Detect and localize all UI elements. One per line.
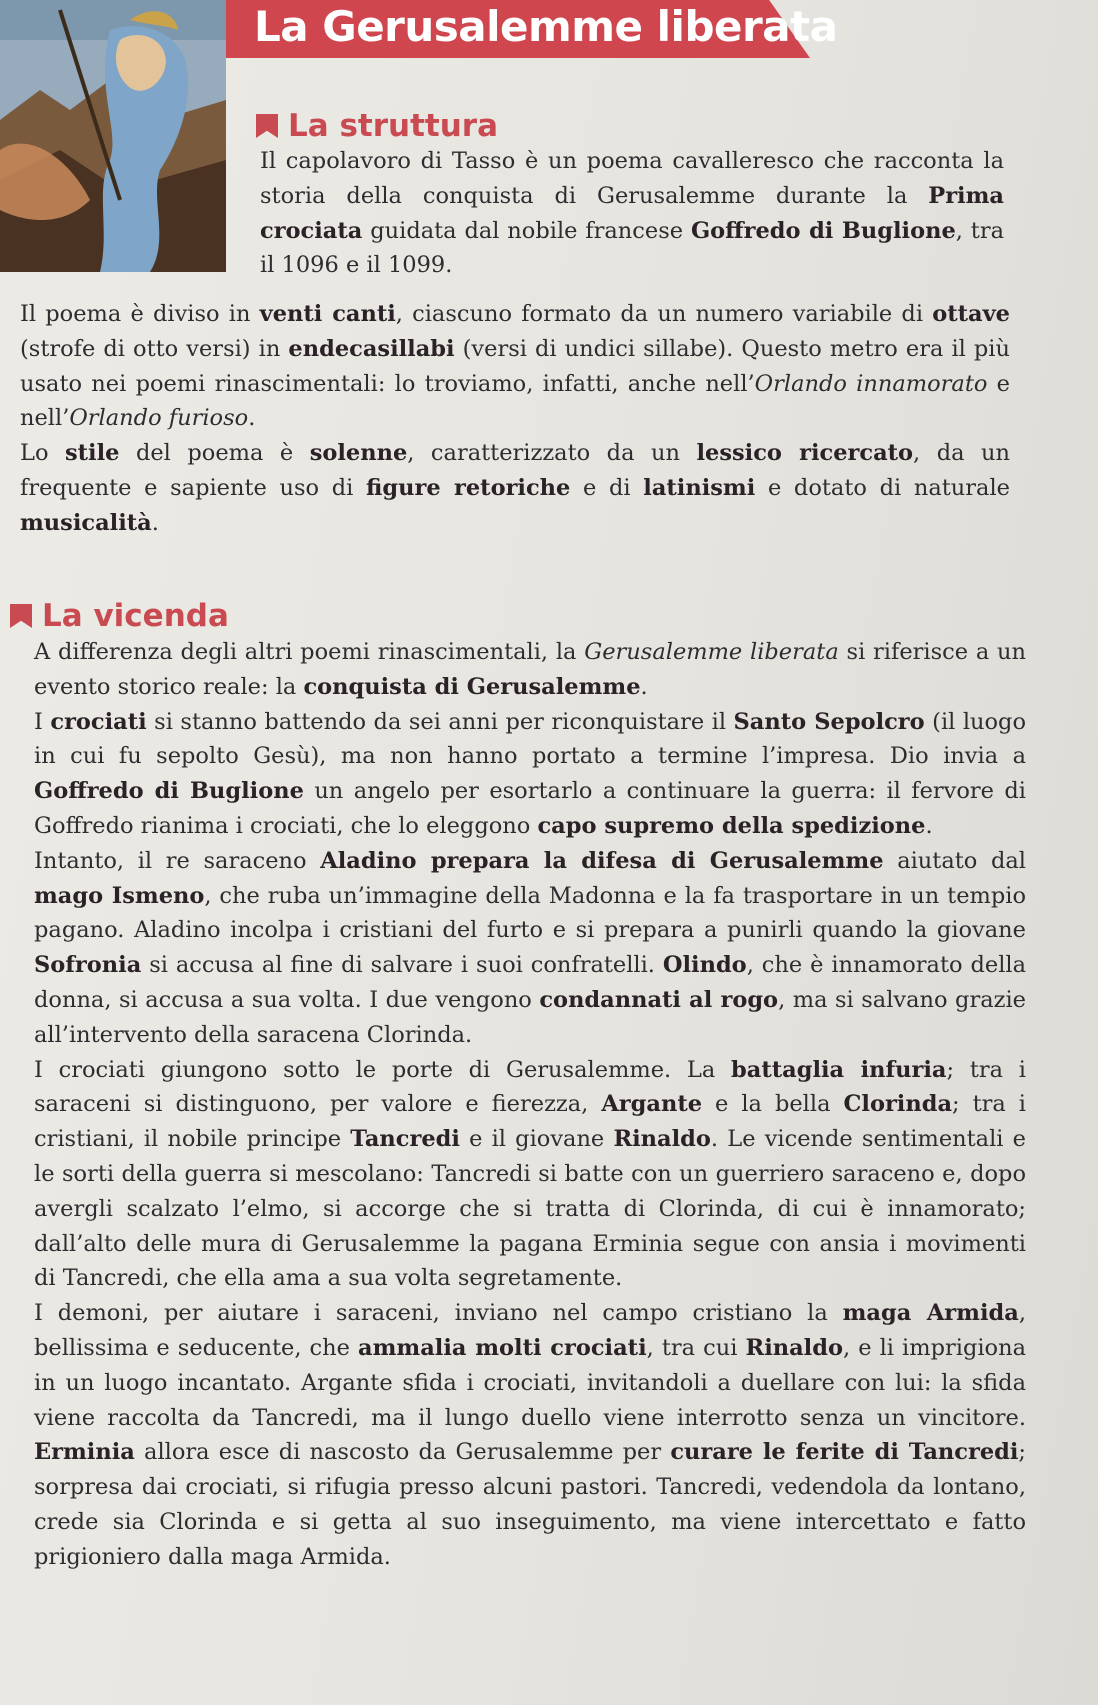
text-run: e il giovane: [459, 1126, 614, 1153]
text-run: , ciascuno formato da un numero variabile di: [395, 301, 933, 327]
text-run: (il luogo in cui fu sepolto Gesù), ma non hanno portato a termine l’impresa. Dio invia a: [34, 708, 1026, 770]
section-heading-struttura: [256, 108, 498, 144]
text-run: Il capolavoro di Tasso è un poema cavalleresco che racconta la storia della conquista di Gerusalemme durante la: [260, 148, 1004, 209]
bold-text-run: ottave: [932, 301, 1010, 327]
painting-icon: [0, 0, 226, 272]
text-run: , ma si salvano grazie all’intervento della saracena Clorinda.: [34, 986, 1026, 1048]
section-heading-label: La vicenda: [42, 598, 229, 634]
bold-text-run: curare le ferite di Tancredi: [670, 1439, 1019, 1466]
bold-text-run: Argante: [601, 1091, 703, 1118]
text-run: A differenza degli altri poemi rinascimentali, la: [34, 639, 585, 665]
text-run: si accusa al fine di salvare i suoi confratelli.: [141, 952, 663, 979]
bold-text-run: ammalia molti crociati: [358, 1334, 647, 1361]
paragraph: [20, 436, 1010, 540]
text-run: .: [925, 812, 933, 839]
text-run: I crociati giungono sotto le porte di Gerusalemme. La: [34, 1056, 732, 1083]
text-run: guidata dal nobile francese: [362, 217, 691, 244]
text-run: , e li imprigiona in un luogo incantato. Argante sfida i crociati, invitandoli a duellare con lui: la sfida viene raccolta da Tancredi, ma il lungo duello viene interrotto senza un vincitore.: [34, 1334, 1026, 1431]
bold-text-run: lessico ricercato: [696, 440, 914, 467]
bookmark-flag-icon: [256, 114, 278, 138]
bold-text-run: solenne: [309, 440, 408, 467]
painting-illustration: [0, 0, 226, 272]
bold-text-run: endecasillabi: [288, 335, 455, 362]
bold-text-run: Rinaldo: [745, 1334, 843, 1361]
text-run: (strofe di otto versi) in: [20, 335, 289, 362]
text-run: Il poema è diviso in: [20, 301, 260, 327]
bold-text-run: Goffredo di Buglione: [34, 778, 304, 805]
bold-text-run: stile: [64, 440, 120, 467]
text-run: , caratterizzato da un: [407, 440, 697, 467]
section-heading-vicenda: [10, 598, 229, 634]
bold-text-run: Olindo: [662, 952, 747, 979]
text-run: si stanno battendo da sei anni per riconquistare il: [146, 708, 734, 735]
paragraph: [20, 297, 1010, 436]
bold-text-run: Santo Sepolcro: [733, 708, 925, 735]
text-run: .: [248, 405, 256, 432]
bold-text-run: battaglia infuria: [731, 1056, 947, 1083]
text-run: , che ruba un’immagine della Madonna e la fa trasportare in un tempio pagano. Aladino incolpa i cristiani del furto e si prepara a punirli quando la giovane: [34, 882, 1027, 944]
text-run: e la bella: [702, 1091, 844, 1118]
text-run: si riferisce a un evento storico reale: la: [34, 639, 1026, 700]
text-run: ; sorpresa dai crociati, si rifugia presso alcuni pastori. Tancredi, vedendola da lontano, crede sia Clorinda e si getta al suo inseguimento, ma viene intercettato e fatto prigioniero dalla maga Armida.: [34, 1439, 1027, 1570]
bold-text-run: figure retoriche: [366, 474, 571, 501]
bookmark-flag-icon: [10, 604, 32, 628]
text-run: , che è innamorato della donna, si accusa a sua volta. I due vengono: [34, 952, 1026, 1013]
bold-text-run: musicalità: [20, 509, 152, 536]
bold-text-run: latinismi: [643, 474, 756, 501]
paragraph: [260, 144, 1004, 283]
text-run: Lo: [20, 440, 65, 467]
vicenda-body-paragraphs: [34, 635, 1026, 1575]
bold-text-run: Aladino prepara la difesa di Gerusalemme: [320, 847, 884, 874]
paragraph: [34, 1296, 1026, 1574]
paragraph: [34, 844, 1026, 1053]
bold-text-run: mago Ismeno: [34, 882, 205, 909]
text-run: allora esce di nascosto da Gerusalemme per: [134, 1439, 671, 1466]
text-run: .: [151, 509, 159, 536]
text-run: ; tra i cristiani, il nobile principe: [34, 1091, 1027, 1153]
bold-text-run: Prima crociata: [260, 182, 1004, 244]
text-run: , da un frequente e sapiente uso di: [20, 440, 1010, 501]
italic-text-run: Orlando furioso: [69, 405, 249, 432]
bold-text-run: Goffredo di Buglione: [690, 217, 956, 244]
text-run: aiutato dal: [883, 847, 1027, 874]
text-run: e dotato di naturale: [755, 474, 1010, 501]
paragraph: [34, 1053, 1026, 1297]
text-run: e di: [570, 474, 644, 501]
text-run: . Le vicende sentimentali e le sorti della guerra si mescolano: Tancredi si batte con un guerriero saraceno e, dopo avergli scalzato l’elmo, si accorge che si tratta di Clorinda, di cui è innamorato; dall’alto delle mura di Gerusalemme la pagana Erminia segue con ansia i movimenti di Tancredi, che ella ama a sua volta segretamente.: [34, 1126, 1026, 1292]
bold-text-run: Rinaldo: [613, 1126, 711, 1153]
text-run: , tra il 1096 e il 1099.: [260, 217, 1004, 279]
bold-text-run: conquista di Gerusalemme: [303, 673, 641, 700]
text-run: del poema è: [119, 440, 310, 467]
bold-text-run: Erminia: [34, 1439, 135, 1466]
paragraph: [34, 635, 1026, 705]
text-run: , tra cui: [646, 1334, 746, 1361]
paragraph: [34, 705, 1026, 844]
text-run: un angelo per esortarlo a continuare la guerra: il fervore di Goffredo rianima i crociati, che lo eleggono: [34, 778, 1026, 839]
text-run: ; tra i saraceni si distinguono, per valore e fierezza,: [34, 1056, 1027, 1118]
bold-text-run: condannati al rogo: [539, 986, 779, 1013]
italic-text-run: Gerusalemme liberata: [584, 639, 839, 665]
struttura-intro-paragraph: [260, 144, 1004, 283]
bold-text-run: capo supremo della spedizione: [537, 812, 926, 839]
text-run: (versi di undici sillabe). Questo metro era il più usato nei poemi rinascimentali: lo troviamo, infatti, anche nell’: [20, 335, 1010, 397]
bold-text-run: crociati: [50, 708, 147, 735]
text-run: , bellissima e seducente, che: [34, 1300, 1026, 1361]
page-title: La Gerusalemme liberata: [254, 2, 838, 51]
italic-text-run: Orlando innamorato: [754, 370, 988, 397]
section-heading-label: La struttura: [288, 108, 499, 144]
bold-text-run: venti canti: [259, 301, 396, 327]
text-run: .: [640, 673, 648, 700]
text-run: I demoni, per aiutare i saraceni, inviano nel campo cristiano la: [34, 1300, 843, 1327]
text-run: I: [34, 708, 51, 735]
bold-text-run: Tancredi: [350, 1126, 460, 1153]
struttura-body-paragraphs: [20, 297, 1010, 541]
bold-text-run: maga Armida: [842, 1300, 1019, 1327]
bold-text-run: Sofronia: [34, 952, 142, 979]
bold-text-run: Clorinda: [843, 1091, 953, 1118]
text-run: Intanto, il re saraceno: [34, 847, 321, 874]
text-run: e nell’: [20, 370, 1010, 432]
